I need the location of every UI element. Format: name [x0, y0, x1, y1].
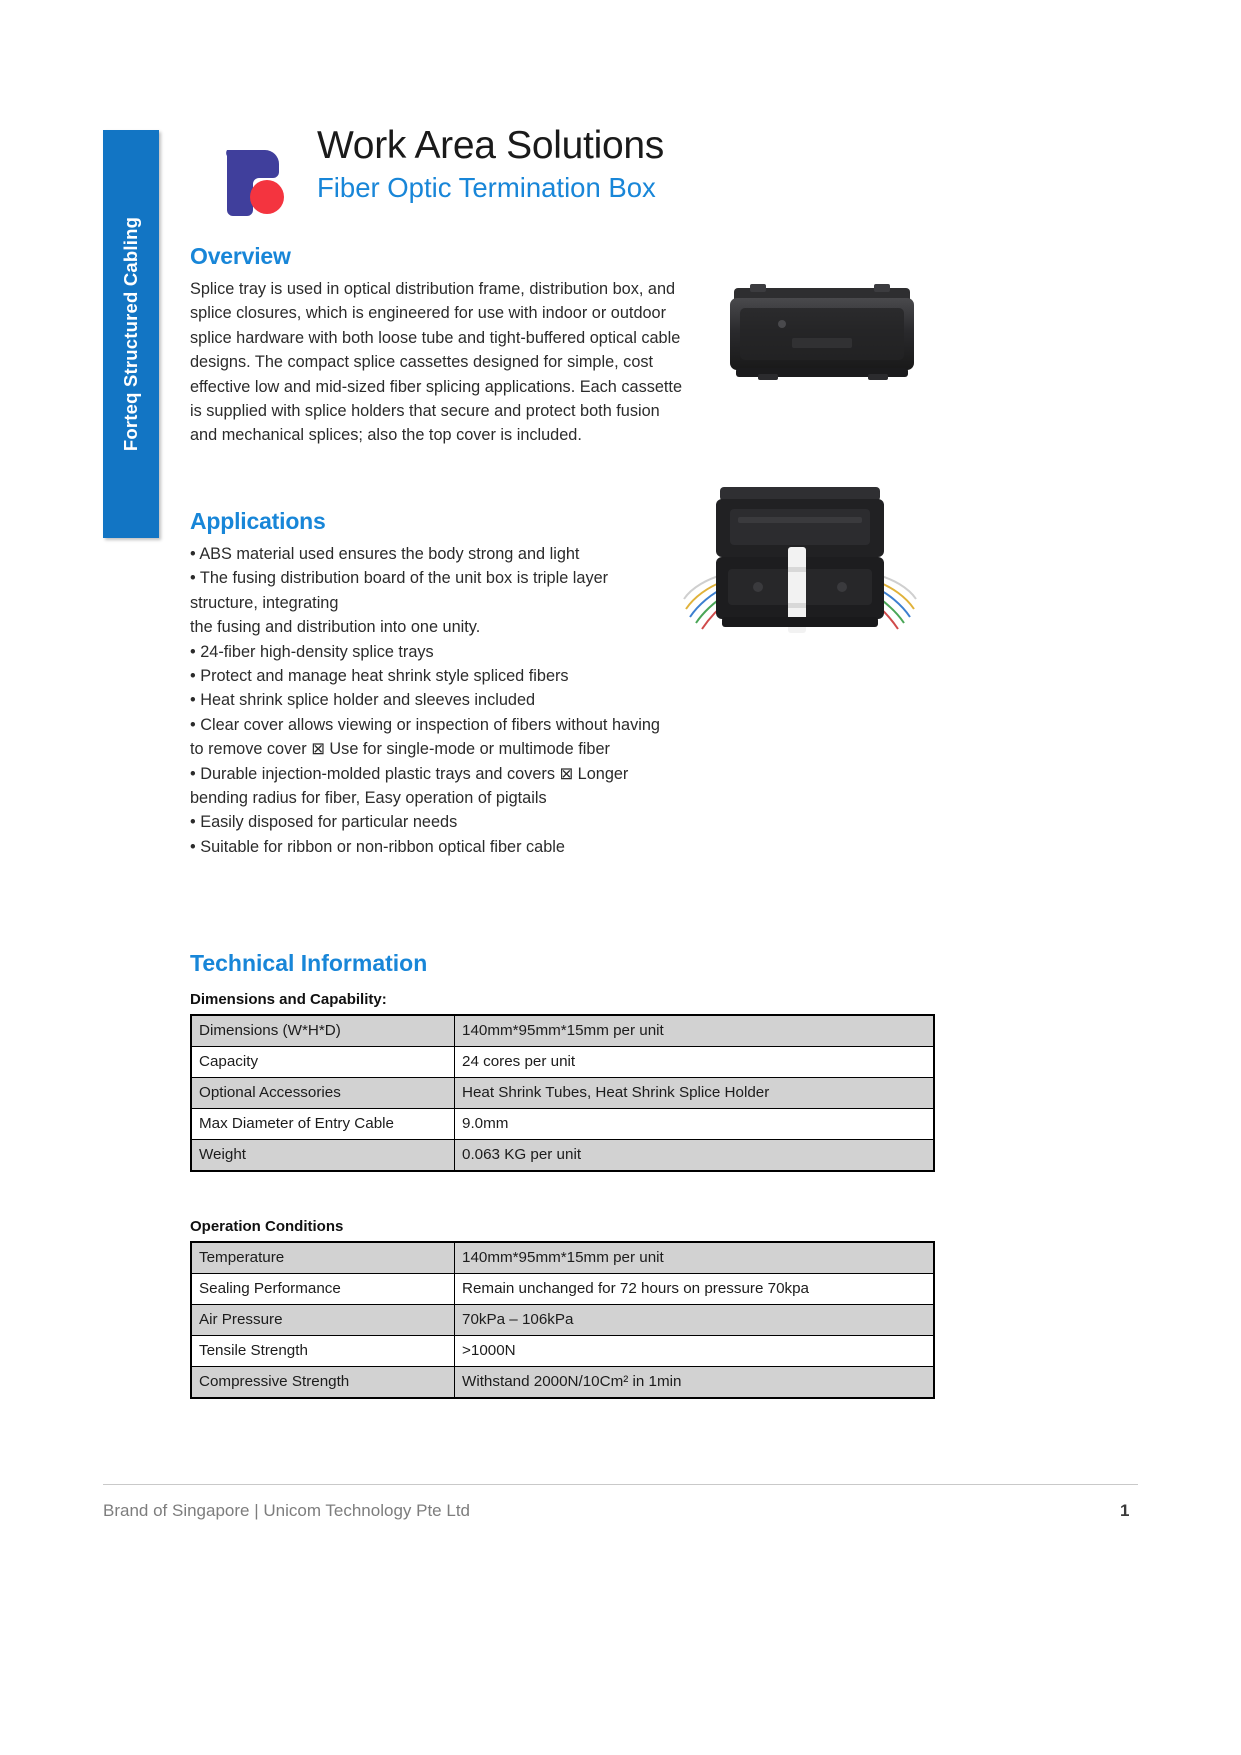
table-row: [191, 1305, 934, 1336]
overview-heading: Overview: [190, 243, 291, 269]
side-tab-forteq: [103, 130, 159, 538]
header-text-group: [317, 126, 664, 204]
page-footer: [0, 1484, 1241, 1544]
table-row: [191, 1274, 934, 1305]
table-cell-key: Tensile Strength: [191, 1336, 455, 1367]
table-cell-key: Weight: [191, 1140, 455, 1172]
table-row: [191, 1078, 934, 1109]
table-cell-value: 0.063 KG per unit: [455, 1140, 935, 1172]
table-row: [191, 1336, 934, 1367]
table-cell-key: Capacity: [191, 1047, 455, 1078]
page-subtitle: Fiber Optic Termination Box: [317, 171, 656, 203]
list-item: • Durable injection-molded plastic trays and covers ⊠ Longer bending radius for fiber, Easy operation of pigtails: [190, 764, 629, 808]
forteq-logo-icon: [205, 128, 297, 218]
table-row: [191, 1367, 934, 1399]
list-item: • Easily disposed for particular needs: [190, 813, 458, 832]
page-title: Work Area Solutions: [317, 124, 664, 167]
table-cell-key: Max Diameter of Entry Cable: [191, 1109, 455, 1140]
product-photo-open-box-with-fibers: [678, 483, 923, 658]
technical-information-heading: Technical Information: [190, 950, 428, 976]
table-row: [191, 1109, 934, 1140]
table-cell-value: 140mm*95mm*15mm per unit: [455, 1015, 935, 1047]
list-item: • The fusing distribution board of the unit box is triple layer structure, integrating: [190, 569, 609, 612]
list-item: • ABS material used ensures the body strong and light: [190, 545, 580, 563]
table-spacer: [190, 1172, 935, 1218]
applications-heading: Applications: [190, 508, 326, 534]
table-cell-key: Dimensions (W*H*D): [191, 1015, 455, 1047]
footer-divider: [103, 1484, 1138, 1485]
product-photo-closed-box: [722, 280, 922, 390]
table-row: [191, 1047, 934, 1078]
list-item: • Heat shrink splice holder and sleeves included: [190, 691, 536, 710]
footer-brand-text: Brand of Singapore | Unicom Technology Pte Ltd: [103, 1501, 470, 1520]
overview-section: [190, 243, 690, 448]
page-header: [205, 126, 935, 226]
table-cell-value: 24 cores per unit: [455, 1047, 935, 1078]
table-cell-value: Heat Shrink Tubes, Heat Shrink Splice Holder: [455, 1078, 935, 1109]
list-item: the fusing and distribution into one unity.: [190, 618, 481, 637]
table-cell-value: 70kPa – 106kPa: [455, 1305, 935, 1336]
table-cell-key: Air Pressure: [191, 1305, 455, 1336]
table-row: [191, 1242, 934, 1274]
table-cell-value: >1000N: [455, 1336, 935, 1367]
table-row: [191, 1015, 934, 1047]
table-cell-key: Optional Accessories: [191, 1078, 455, 1109]
table-row: [191, 1140, 934, 1172]
list-item: • Clear cover allows viewing or inspection of fibers without having to remove cover ⊠ Use for single-mode or multimode fiber: [190, 715, 660, 759]
operation-conditions-table: [190, 1241, 935, 1399]
table-caption-operation: Operation Conditions: [190, 1218, 344, 1235]
table-cell-key: Sealing Performance: [191, 1274, 455, 1305]
table-cell-value: Remain unchanged for 72 hours on pressure 70kpa: [455, 1274, 935, 1305]
list-item: • 24-fiber high-density splice trays: [190, 642, 434, 661]
table-cell-key: Compressive Strength: [191, 1367, 455, 1399]
overview-paragraph: Splice tray is used in optical distribution frame, distribution box, and splice closures, which is engineered for use with indoor or outdoor splice hardware with both loose tube and tight-buffered optical cable designs. The compact splice cassettes designed for simple, cost effective low and mid-sized fiber splicing applications. Each cassette is supplied with splice holders that secure and protect both fusion and mechanical splices; also the top cover is included.: [190, 280, 683, 445]
table-cell-key: Temperature: [191, 1242, 455, 1274]
table-cell-value: Withstand 2000N/10Cm² in 1min: [455, 1367, 935, 1399]
footer-page-number: 1: [1120, 1501, 1130, 1520]
table-cell-value: 9.0mm: [455, 1109, 935, 1140]
list-item: • Protect and manage heat shrink style spliced fibers: [190, 667, 569, 686]
table-cell-value: 140mm*95mm*15mm per unit: [455, 1242, 935, 1274]
technical-information-section: [190, 950, 935, 1399]
applications-list: [190, 542, 660, 859]
dimensions-capability-table: [190, 1014, 935, 1172]
list-item: • Suitable for ribbon or non-ribbon optical fiber cable: [190, 837, 565, 856]
table-caption-dimensions: Dimensions and Capability:: [190, 991, 387, 1008]
side-tab-label: Forteq Structured Cabling: [120, 216, 141, 452]
applications-section: [190, 508, 660, 859]
